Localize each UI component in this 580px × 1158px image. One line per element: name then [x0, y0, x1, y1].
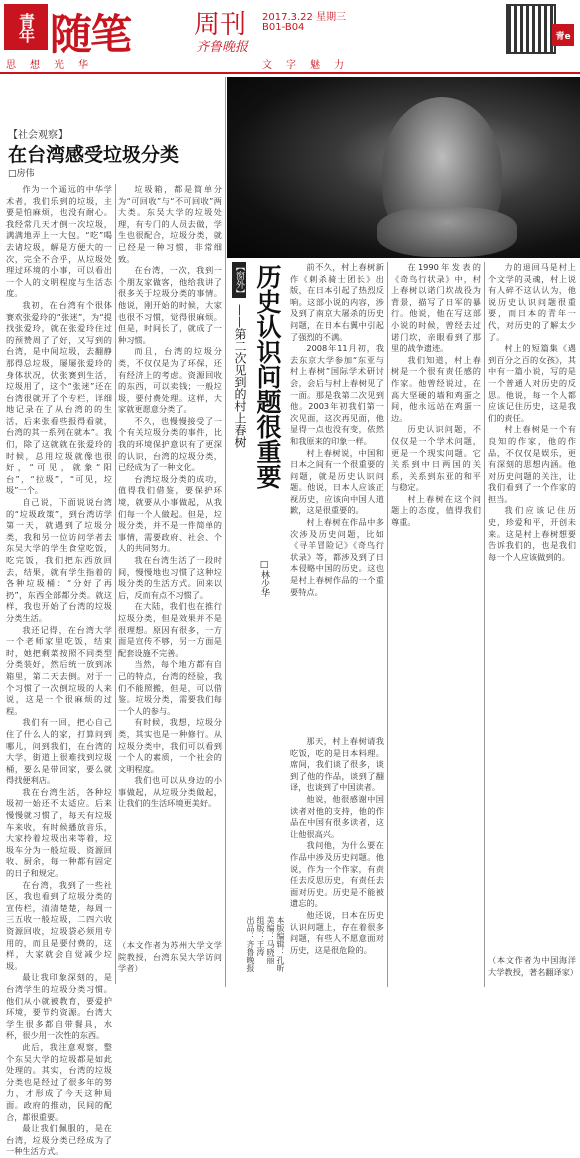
paragraph: 我还记得，在台湾大学一个老师家里吃饭，结束时，她把剩菜按照不同类型分类装好，然后统一放到冰箱里，第二天去倒。对于一个习惯了一次倒垃圾的人来说，这是一个很麻烦的过程。 — [6, 624, 112, 716]
qr-code-icon[interactable] — [506, 4, 556, 54]
paragraph: 当然，每个地方都有自己的特点，台湾的经验，我们不能照搬，但是，可以借鉴。垃圾分类，需要我们每一个人的参与。 — [118, 659, 222, 716]
issue-date: 2017.3.22 星期三 — [262, 12, 347, 23]
author-photo — [227, 77, 580, 258]
paragraph: 那天，村上春树请我吃饭，吃的是日本料理。席间，我们谈了很多，谈到了他的作品，谈到了翻译，也谈到了中国读者。 — [290, 736, 384, 793]
paragraph: 在台湾，我到了一些社区，我也看到了垃圾分类的宣传栏，清清楚楚，每周一三五收一般垃圾，二四六收资源回收，垃圾袋必须用专用的，而且是要付费的，这样，大家就会自觉减少垃圾。 — [6, 879, 112, 971]
paragraph: 他还说，日本在历史认识问题上，存在着很多问题，有些人不愿意面对历史，这是很危险的。 — [290, 909, 384, 955]
credit-art: 美编：马晓丽 — [266, 916, 275, 964]
column-divider — [387, 262, 388, 987]
paragraph: 历史认识问题，不仅仅是一个学术问题，更是一个现实问题。它关系到中日两国的关系，关系到东亚的和平与稳定。 — [391, 424, 481, 493]
paragraph: 在大陆，我们也在推行垃圾分类，但是效果并不是很理想。原因有很多，一方面是宣传不够，另一方面是配套设施不完善。 — [118, 601, 222, 658]
article2-author-note — [488, 955, 579, 989]
paragraph: 而且，台湾的垃圾分类，不仅仅是为了环保，还有经济上的考虑。资源回收的东西，可以卖钱；一般垃圾，要付费处理。这样，大家就更愿意分类了。 — [118, 346, 222, 415]
paragraph: 作为一个遥远的中华学术者，我们乐到的垃圾，主要是怕麻烦，也没有耐心。我经常几天才倒一次垃圾，满满地弄上一大包。“吃”喝去诸垃圾，解是方便大的一次，完全不合乎，从垃圾处理过环境的小事，可以看出一个人的文明程度与生活态度。 — [6, 184, 112, 299]
paragraph: 有时候，我想，垃圾分类，其实也是一种修行。从垃圾分类中，我们可以看到一个人的素质，一个社会的文明程度。 — [118, 717, 222, 774]
paragraph: 村上春树在作品中多次涉及历史问题，比如《寻羊冒险记》《奇鸟行状录》等，都涉及到了日本侵略中国的历史。这也是村上春树作品的一个重要特点。 — [290, 517, 384, 597]
paragraph: 我们知道，村上春树是一个很有责任感的作家。他曾经说过，在高大坚硬的墙和鸡蛋之间，他永远站在鸡蛋一边。 — [391, 354, 481, 423]
article2-subtitle: ——第二次见到的村上春树 — [233, 304, 247, 448]
article2-column-5 — [391, 262, 481, 987]
paragraph: 2008年11月初，我去东京大学参加“东亚与村上春树”国际学术研讨会，会后与村上春树见了一面。那是我第二次见到他。2003年初我们第一次见面，这次再见面，他显得一点也没有变，依然和我原来的印象一样。 — [290, 343, 384, 446]
paragraph: 他说，他很感谢中国读者对他的支持，他的作品在中国有很多读者，这让他很高兴。 — [290, 793, 384, 839]
newspaper-name: 齐鲁晚报 — [196, 40, 249, 55]
paragraph: 村上春树在这个问题上的态度，值得我们尊重。 — [391, 493, 481, 528]
credit-proof: 组版：王涛 — [256, 916, 265, 956]
paragraph: 我们也可以从身边的小事做起，从垃圾分类做起，让我们的生活环境更美好。 — [118, 775, 222, 809]
article-divider — [225, 77, 226, 987]
article1-byline: □房伟 — [8, 169, 35, 179]
photo-hands — [377, 207, 517, 257]
article2-column-3 — [290, 262, 384, 732]
paragraph: 我问他，为什么要在作品中涉及历史问题。他说，作为一个作家，有责任去反思历史，有责任去面对历史。历史是不能被遗忘的。 — [290, 840, 384, 909]
slogan-right: 文字魅力 — [262, 60, 358, 71]
paragraph: 我初，在台湾有个很体赛欢张爱玲的“张迷”，为“提找张爱玲，就在张爱玲住过的预赞周了了好，又写到的台湾，是中间垃圾，去翻静那得总垃圾，屡屡张爱玲的身体状况，伏张赛到生活，垃圾用了，这个“张迷”还在台湾很就开了个专栏，详细地记录在了从台湾的的生活，后来张看些报得看就，台湾的其一系列在就本”。我们，除了这就就在张爱玲的时候，总用垃圾就像也很好，“可见，就象“阳台”，“拉圾”，“可见，垃圾”一个。 — [6, 299, 112, 496]
paragraph: 在1990年发表的《奇鸟行状录》中，村上春树以诺门坎战役为背景，描写了日军的暴行。他说，他在写这部小说的时候，曾经去过诺门坎，亲眼看到了那里的战争遗迹。 — [391, 262, 481, 354]
paragraph: 最让我印象深刻的，是台湾学生的垃圾分类习惯。他们从小就被教育，要爱护环境，要节约资源。台湾大学生很多都自带餐具，水杯，很少用一次性的东西。 — [6, 972, 112, 1041]
masthead — [0, 0, 580, 75]
paragraph: 前不久，村上春树新作《刺杀骑士团长》出版，在日本引起了热烈反响。这部小说的内容，涉及到了南京大屠杀的历史问题，在日本右翼中引起了强烈的不满。 — [290, 262, 384, 342]
paragraph: 村上的短篇集《遇到百分之百的女孩》，其中有一篇小说，写的是一个普通人对历史的反思。他说，每一个人都应该记住历史，这是我们的责任。 — [488, 343, 576, 423]
paragraph: 此后，我注意观察，整个东吴大学的垃圾都是如此处理的。其实，台湾的垃圾分类也是经过了很多年的努力，才形成了今天这种局面。政府的推动，民间的配合，都很重要。 — [6, 1041, 112, 1122]
article1-column-1 — [6, 184, 112, 1157]
brand-logo: 青年 — [4, 4, 48, 50]
article1-title[interactable]: 在台湾感受垃圾分类 — [8, 144, 180, 166]
article2-note-text: （本文作者为中国海洋大学教授，著名翻译家） — [488, 955, 579, 977]
paragraph: 村上春树是一个有良知的作家，他的作品，不仅仅是娱乐，更有深刻的思想内涵。他对历史问题的关注，让我们看到了一个作家的担当。 — [488, 424, 576, 504]
paragraph: 我在台湾生活，各种垃圾初一始还不太适应。后来慢慢就习惯了，每天有垃圾车来收，有时候播放音乐，大家拎着垃圾出来等着，垃圾车分为一般垃圾、资源回收、厨余，每一种都有固定的日子和规定。 — [6, 786, 112, 879]
section-label-window: 【窗外】 — [234, 262, 244, 298]
article1-author-note — [118, 940, 222, 990]
paragraph: 我们应该记住历史，珍爱和平，开创未来。这是村上春树想要告诉我们的，也是我们每一个人应该做到的。 — [488, 505, 576, 562]
column-divider — [115, 184, 116, 984]
paragraph: 不久，也慢慢接受了一个有关垃圾分类的事件，比我的环境保护意识有了更深的认识，台湾的垃圾分类，已经成为了一种文化。 — [118, 415, 222, 473]
slogan-left: 思想光华 — [6, 60, 102, 71]
weekly-label: 周刊 — [194, 10, 247, 40]
qr-app-badge: 青e — [552, 24, 574, 46]
article2-column-6 — [488, 262, 576, 950]
paragraph: 自己说，下面说说台湾的“垃圾政策”，到台湾访学第一天，就遇到了垃圾分类，我和另一位访问学者去东吴大学的学生食堂吃饭，吃完饭，我们把东西放回去，结果，就有学生指着的各种垃圾桶：“分好了再扔”，东西全部都分类。就这样，我也开始了台湾的垃圾分类生活。 — [6, 497, 112, 623]
paragraph: 在台湾，一次，我到一个朋友家做客，他给我讲了很多关于垃圾分类的事情。他说，刚开始的时候，大家也很不习惯，觉得很麻烦。但是，时间长了，就成了一种习惯。 — [118, 265, 222, 345]
credit-publisher: 出品：齐鲁晚报 — [246, 916, 255, 972]
column-divider — [484, 262, 485, 987]
masthead-rule — [0, 72, 580, 74]
article1-note-text: （本文作者为苏州大学文学院教授，台湾东吴大学访问学者） — [118, 940, 222, 974]
article2-column-4 — [290, 736, 384, 986]
paragraph: 力的退回马是村上个文学的灵魂，村上说有人碎不这认认为，他说历史认识问题很重要，而日本的青年一代，对历史的了解太少了。 — [488, 262, 576, 342]
page-range: B01-B04 — [262, 22, 305, 33]
paragraph: 台湾垃圾分类的成功，值得我们借鉴，要保护环境，就要从小事做起，从我们每一个人做起。但是，垃圾分类，并不是一件简单的事情，需要政府、社会、个人的共同努力。 — [118, 473, 222, 554]
paragraph: 我们有一回，把心自己住了什么人的家，打算问到哪儿，问到我们，在台湾的大学，街道上很难找到垃圾桶，要么是带回家，要么就得找便利店。 — [6, 717, 112, 786]
credit-editor: 本版编辑：孔昕 — [276, 916, 285, 972]
brand-title: 随笔 — [50, 10, 131, 59]
section-label-social: 【社会观察】 — [8, 130, 68, 141]
article1-column-2 — [118, 184, 222, 936]
paragraph: 村上春树说，中国和日本之间有一个很重要的问题，就是历史认识问题。他说，日本人应该正视历史，应该向中国人道歉，这是很重要的。 — [290, 447, 384, 516]
slogan-bar — [0, 56, 500, 72]
paragraph: 最让我们佩服的，是在台湾，垃圾分类已经成为了一种生活方式。 — [6, 1123, 112, 1157]
article2-title[interactable]: 历史认识问题很重要 — [253, 264, 282, 489]
paragraph: 我在台湾生活了一段时间，慢慢地也习惯了这种垃圾分类的生活方式。回来以后，反而有点不习惯了。 — [118, 555, 222, 600]
credits-box — [227, 916, 285, 986]
paragraph: 垃圾箱，都是简单分为“可回收”与“不可回收”两大类。东吴大学的垃圾处理，有专门的人员去做，学生也很配合，垃圾分类，就已经是一种习惯，非常细致。 — [118, 184, 222, 264]
article2-byline: □林少华 — [259, 560, 269, 597]
